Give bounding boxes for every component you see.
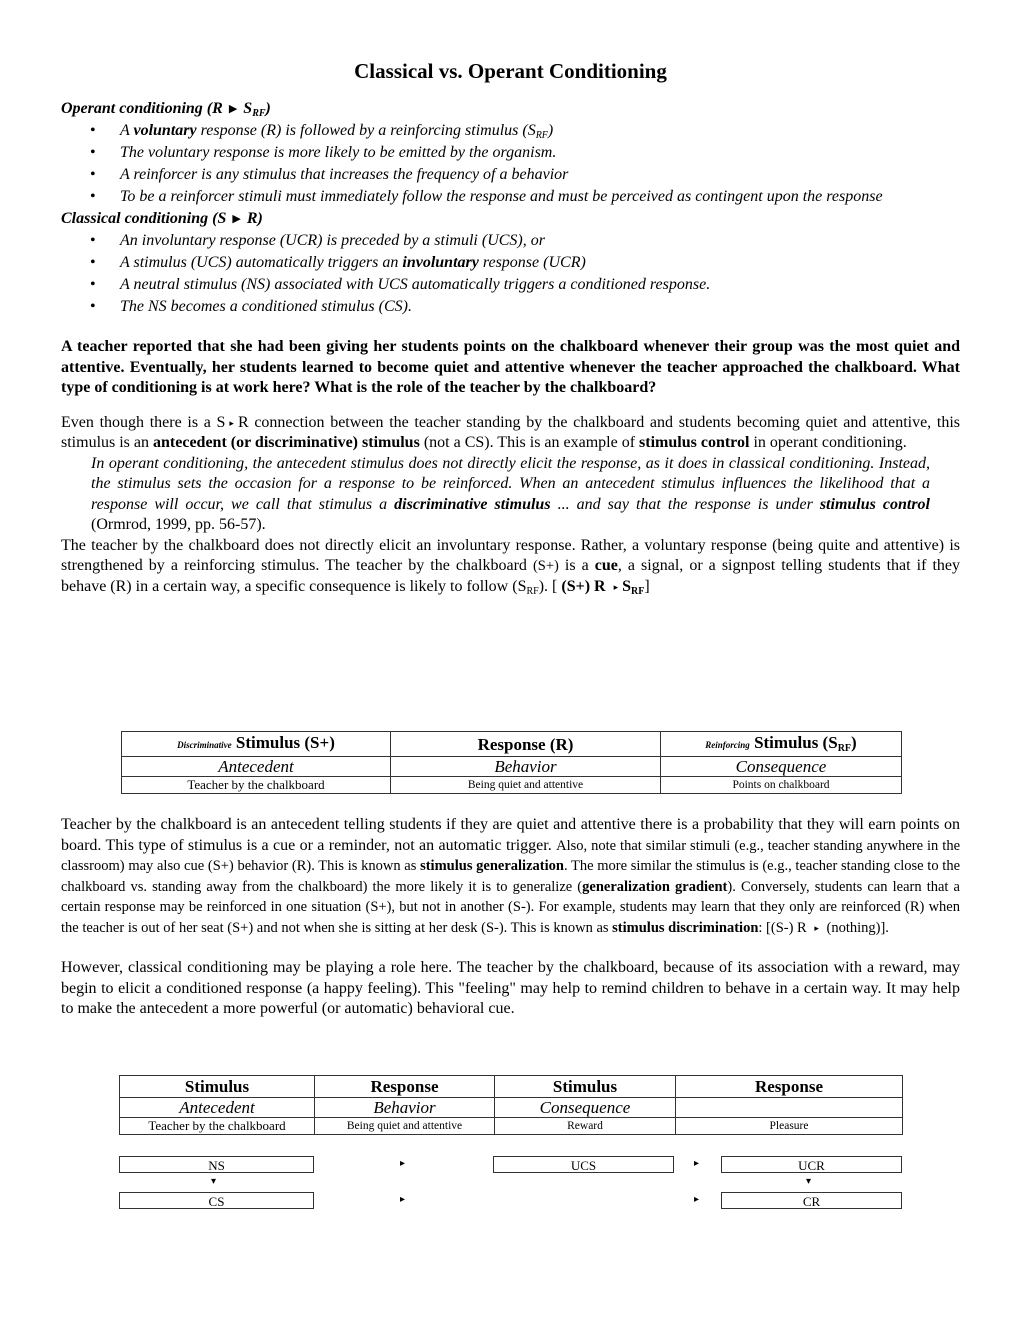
table-cell: Being quiet and attentive: [391, 777, 661, 794]
table-cell: Teacher by the chalkboard: [122, 777, 391, 794]
block-quote: [91, 454, 930, 536]
page-title: Classical vs. Operant Conditioning: [354, 59, 667, 83]
list-item: • A neutral stimulus (NS) associated with UCS automatically triggers a conditioned response.: [120, 274, 960, 295]
table-cell: Behavior: [391, 757, 661, 777]
table-cell: Antecedent: [122, 757, 391, 777]
text: , a signal, or a signpost telling students that if they behave (R) in a certain way, a specific consequence is likely to follow (S: [61, 557, 961, 595]
paragraph-classical-role: However, classical conditioning may be playing a role here. The teacher by the chalkboard, because of its association with a reward, may begin to elicit a conditioned response (a happy feeling). This "feeling" may help to remind children to behave in a certain way. It may help to make the antecedent a more powerful (or automatic) behavioral cue.: [61, 959, 960, 1017]
ns-box: NS: [119, 1156, 314, 1173]
bold-text: involuntary: [402, 254, 479, 271]
question-paragraph: A teacher reported that she had been giving her students points on the chalkboard whenever their group was the most quiet and attentive. Eventually, her students learned to become quiet and attentive whenever the teacher approached the chalkboard. What type of conditioning is at work here? What is the role of the teacher by the chalkboard?: [61, 338, 960, 396]
document-page: [61, 58, 960, 597]
table-row: [120, 1098, 903, 1118]
text: The teacher by the chalkboard does not directly elicit an involuntary response. Rather, a voluntary response (being quite and attentive) is strengthened by a reinforcing stimulus. The teacher by the chalkboard: [61, 536, 960, 574]
list-item: • An involuntary response (UCR) is preceded by a stimuli (UCS), or: [120, 230, 960, 251]
arrow-right-icon: ▸: [814, 922, 819, 933]
bold-text: S: [622, 577, 632, 595]
table-row: [122, 777, 902, 794]
operant-heading: Operant conditioning (R ▶ $S_{RF}$): [61, 100, 271, 119]
list-item: • The voluntary response is more likely to be emitted by the organism.: [120, 142, 960, 163]
table-cell: Antecedent: [120, 1098, 315, 1118]
list-item: • The NS becomes a conditioned stimulus (CS).: [120, 296, 960, 317]
text: Even though there is a S: [61, 413, 226, 431]
text: Stimulus (S: [754, 733, 838, 752]
table-header-cell: Response: [676, 1076, 903, 1098]
table-header-cell: [661, 732, 902, 757]
ucr-box: UCR: [721, 1156, 902, 1173]
text: in operant conditioning.: [749, 434, 907, 451]
arrow-right-icon: ▸: [613, 581, 619, 592]
text: Stimulus (S+): [235, 733, 335, 752]
heading-suffix: R): [246, 210, 263, 227]
subscript: RF: [535, 130, 548, 141]
table-header-row: [120, 1076, 903, 1098]
cr-box: CR: [721, 1192, 902, 1209]
text: : [(S-) R: [758, 919, 811, 936]
classical-table: [119, 1075, 903, 1135]
table-header-row: [122, 732, 902, 757]
arrow-right-icon: ▸: [694, 1158, 700, 1169]
text: (S+): [532, 558, 559, 574]
arrow-down-icon: ▾: [211, 1176, 217, 1187]
text: Discriminative: [177, 740, 232, 750]
answer-paragraph-1: [61, 413, 960, 454]
text: A stimulus (UCS) automatically triggers an: [120, 254, 403, 271]
table-header-cell: Stimulus: [495, 1076, 676, 1098]
text: ): [851, 733, 857, 752]
text: Response (R): [477, 734, 574, 754]
text: Also, note that similar stimuli (e.g., teacher standing anywhere in the classroom) may also cue (S+) behavior (R). This is known as: [61, 837, 961, 874]
table-cell: Pleasure: [676, 1118, 903, 1135]
bold-text: voluntary: [133, 122, 197, 139]
bold-text: generalization gradient: [582, 878, 728, 895]
text: R connection between the teacher standing by the chalkboard and students becoming quiet and attentive, this stimulus is an: [61, 413, 960, 451]
text: Reinforcing: [705, 740, 750, 750]
bold-text: stimulus control: [819, 495, 931, 513]
subscript: RF: [631, 585, 645, 597]
text: response (R) is followed by a reinforcing stimulus (S: [196, 122, 536, 139]
text: response (UCR): [478, 254, 586, 271]
heading-suffix: ): [265, 100, 271, 117]
table-cell: Consequence: [661, 757, 902, 777]
classical-bullet-list: [61, 230, 960, 317]
text: ... and say that the response is under: [550, 495, 820, 513]
subscript: RF: [837, 743, 852, 754]
arrow-right-icon: ▶: [232, 213, 241, 225]
table-row: [122, 757, 902, 777]
document-body-lower: [61, 815, 960, 1020]
table-cell: Behavior: [315, 1098, 495, 1118]
table-cell: Being quiet and attentive: [315, 1118, 495, 1135]
bold-text: stimulus discrimination: [612, 919, 759, 936]
bold-text: (S+) R: [561, 577, 606, 595]
bold-text: antecedent (or discriminative) stimulus: [153, 434, 420, 451]
table-cell: Teacher by the chalkboard: [120, 1118, 315, 1135]
list-item: [120, 252, 960, 273]
text: ). Conversely, students can learn that a certain response may be reinforced in one situation (S+), but not in another (S-). For example, students may learn that they only are reinforced (R) when the teacher is out of her seat (S+) and not when she is sitting at her desk (S-). This is known as: [61, 878, 960, 936]
text: is a: [558, 557, 595, 574]
bold-text: discriminative stimulus: [394, 495, 551, 513]
text: (nothing)].: [822, 919, 889, 936]
cs-box: CS: [119, 1192, 314, 1209]
paragraph-generalization: [61, 815, 960, 938]
text: ). [: [538, 577, 562, 595]
list-item: [120, 120, 960, 141]
table-header-cell: [391, 732, 661, 757]
table-cell: [676, 1098, 903, 1118]
subscript: RF: [252, 108, 266, 119]
table-cell: Consequence: [495, 1098, 676, 1118]
classical-heading: [61, 208, 960, 230]
text: Teacher by the chalkboard is an antecedent telling students if they are quiet and attentive there is a probability that they will earn points on board. This type of stimulus is a cue or a reminder, not an automatic trigger.: [61, 816, 960, 854]
text: ]: [644, 577, 650, 595]
bold-text: stimulus generalization: [420, 858, 564, 874]
ucs-box: UCS: [493, 1156, 674, 1173]
operant-bullet-list: [61, 120, 960, 207]
table-cell: Reward: [495, 1118, 676, 1135]
arrow-right-icon: ▸: [229, 417, 234, 428]
table-cell: Points on chalkboard: [661, 777, 902, 794]
arrow-right-icon: ▸: [400, 1158, 406, 1169]
arrow-right-icon: ▸: [694, 1194, 700, 1205]
text: In operant conditioning, the antecedent stimulus does not directly elicit the response, as it does in classical conditioning. Instead, the stimulus sets the occasion for a response to be reinforced. When an antecedent stimulus influences the likelihood that a response will occur, we call that stimulus a: [91, 454, 930, 513]
classical-heading-text: Classical conditioning (S: [61, 210, 227, 227]
table-row: [120, 1118, 903, 1135]
arrow-right-icon: ▸: [400, 1194, 406, 1205]
answer-paragraph-2: [61, 536, 960, 598]
text: ): [547, 122, 554, 139]
citation: (Ormrod, 1999, pp. 56-57).: [91, 516, 266, 533]
table-header-cell: [122, 732, 391, 757]
table-header-cell: Response: [315, 1076, 495, 1098]
bold-text: cue: [594, 557, 618, 574]
table-header-cell: Stimulus: [120, 1076, 315, 1098]
list-item: • A reinforcer is any stimulus that increases the frequency of a behavior: [120, 164, 960, 185]
bold-text: stimulus control: [639, 434, 750, 451]
list-item: • To be a reinforcer stimuli must immediately follow the response and must be perceived as contingent upon the response: [120, 186, 960, 207]
operant-table: [121, 731, 902, 794]
operant-heading-text: Operant conditioning (R: [61, 100, 223, 117]
arrow-down-icon: ▾: [806, 1176, 812, 1187]
text: A: [120, 122, 134, 139]
text: . The more similar the stimulus is (e.g., teacher standing close to the chalkboard vs. standing away from the chalkboard) the more likely it is to generalize (: [61, 858, 961, 895]
arrow-right-icon: ▶: [228, 103, 238, 115]
text: (not a CS). This is an example of: [419, 434, 640, 451]
subscript: RF: [526, 585, 539, 597]
